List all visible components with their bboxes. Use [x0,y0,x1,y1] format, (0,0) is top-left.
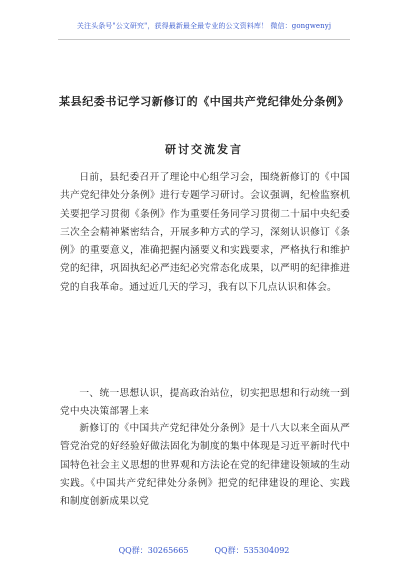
document-title: 某县纪委书记学习新修订的《中国共产党纪律处分条例》 [59,95,349,108]
body-section-heading: 一、统一思想认识，提高政治站位，切实把思想和行动统一到党中央决策部署上来 [60,388,350,418]
header-watermark-note: 关注头条号"公文研究"，获得最新最全最专业的公文资料库！ 微信：gongwenyj [76,22,332,30]
footer-qq-group-2: QQ群：535304092 [214,546,290,555]
body-paragraph-section1: 新修订的《中国共产党纪律处分条例》是十八大以来全面从严管党治党的好经验好做法固化为制度的集中体现是习近平新时代中国特色社会主义思想的世界观和方法论在党的纪律建设领域的生动实践。《中国共产党纪律处分条例》把党的纪律建设的理论、实践和制度创新成果以党 [60,423,350,508]
body-paragraph-intro: 日前，县纪委召开了理论中心组学习会，围绕新修订的《中国共产党纪律处分条例》进行专题学习研讨。会议强调，纪检监察机关要把学习贯彻《条例》作为重要任务同学习贯彻二十届中央纪委三次全会精神紧密结合，开展多种方式的学习，深刻认识修订《条例》的重要意义，准确把握内涵要义和实践要求，严格执行和维护党的纪律，巩固执纪必严违纪必究常态化成果，以严明的纪律推进党的自我革命。通过近几天的学习，我有以下几点认识和体会。 [60,172,350,293]
footer-contact [0,545,408,556]
footer-qq-group-1: QQ群：30265665 [118,546,189,555]
header-divider [58,39,350,40]
document-subtitle: 研讨交流发言 [165,143,243,156]
